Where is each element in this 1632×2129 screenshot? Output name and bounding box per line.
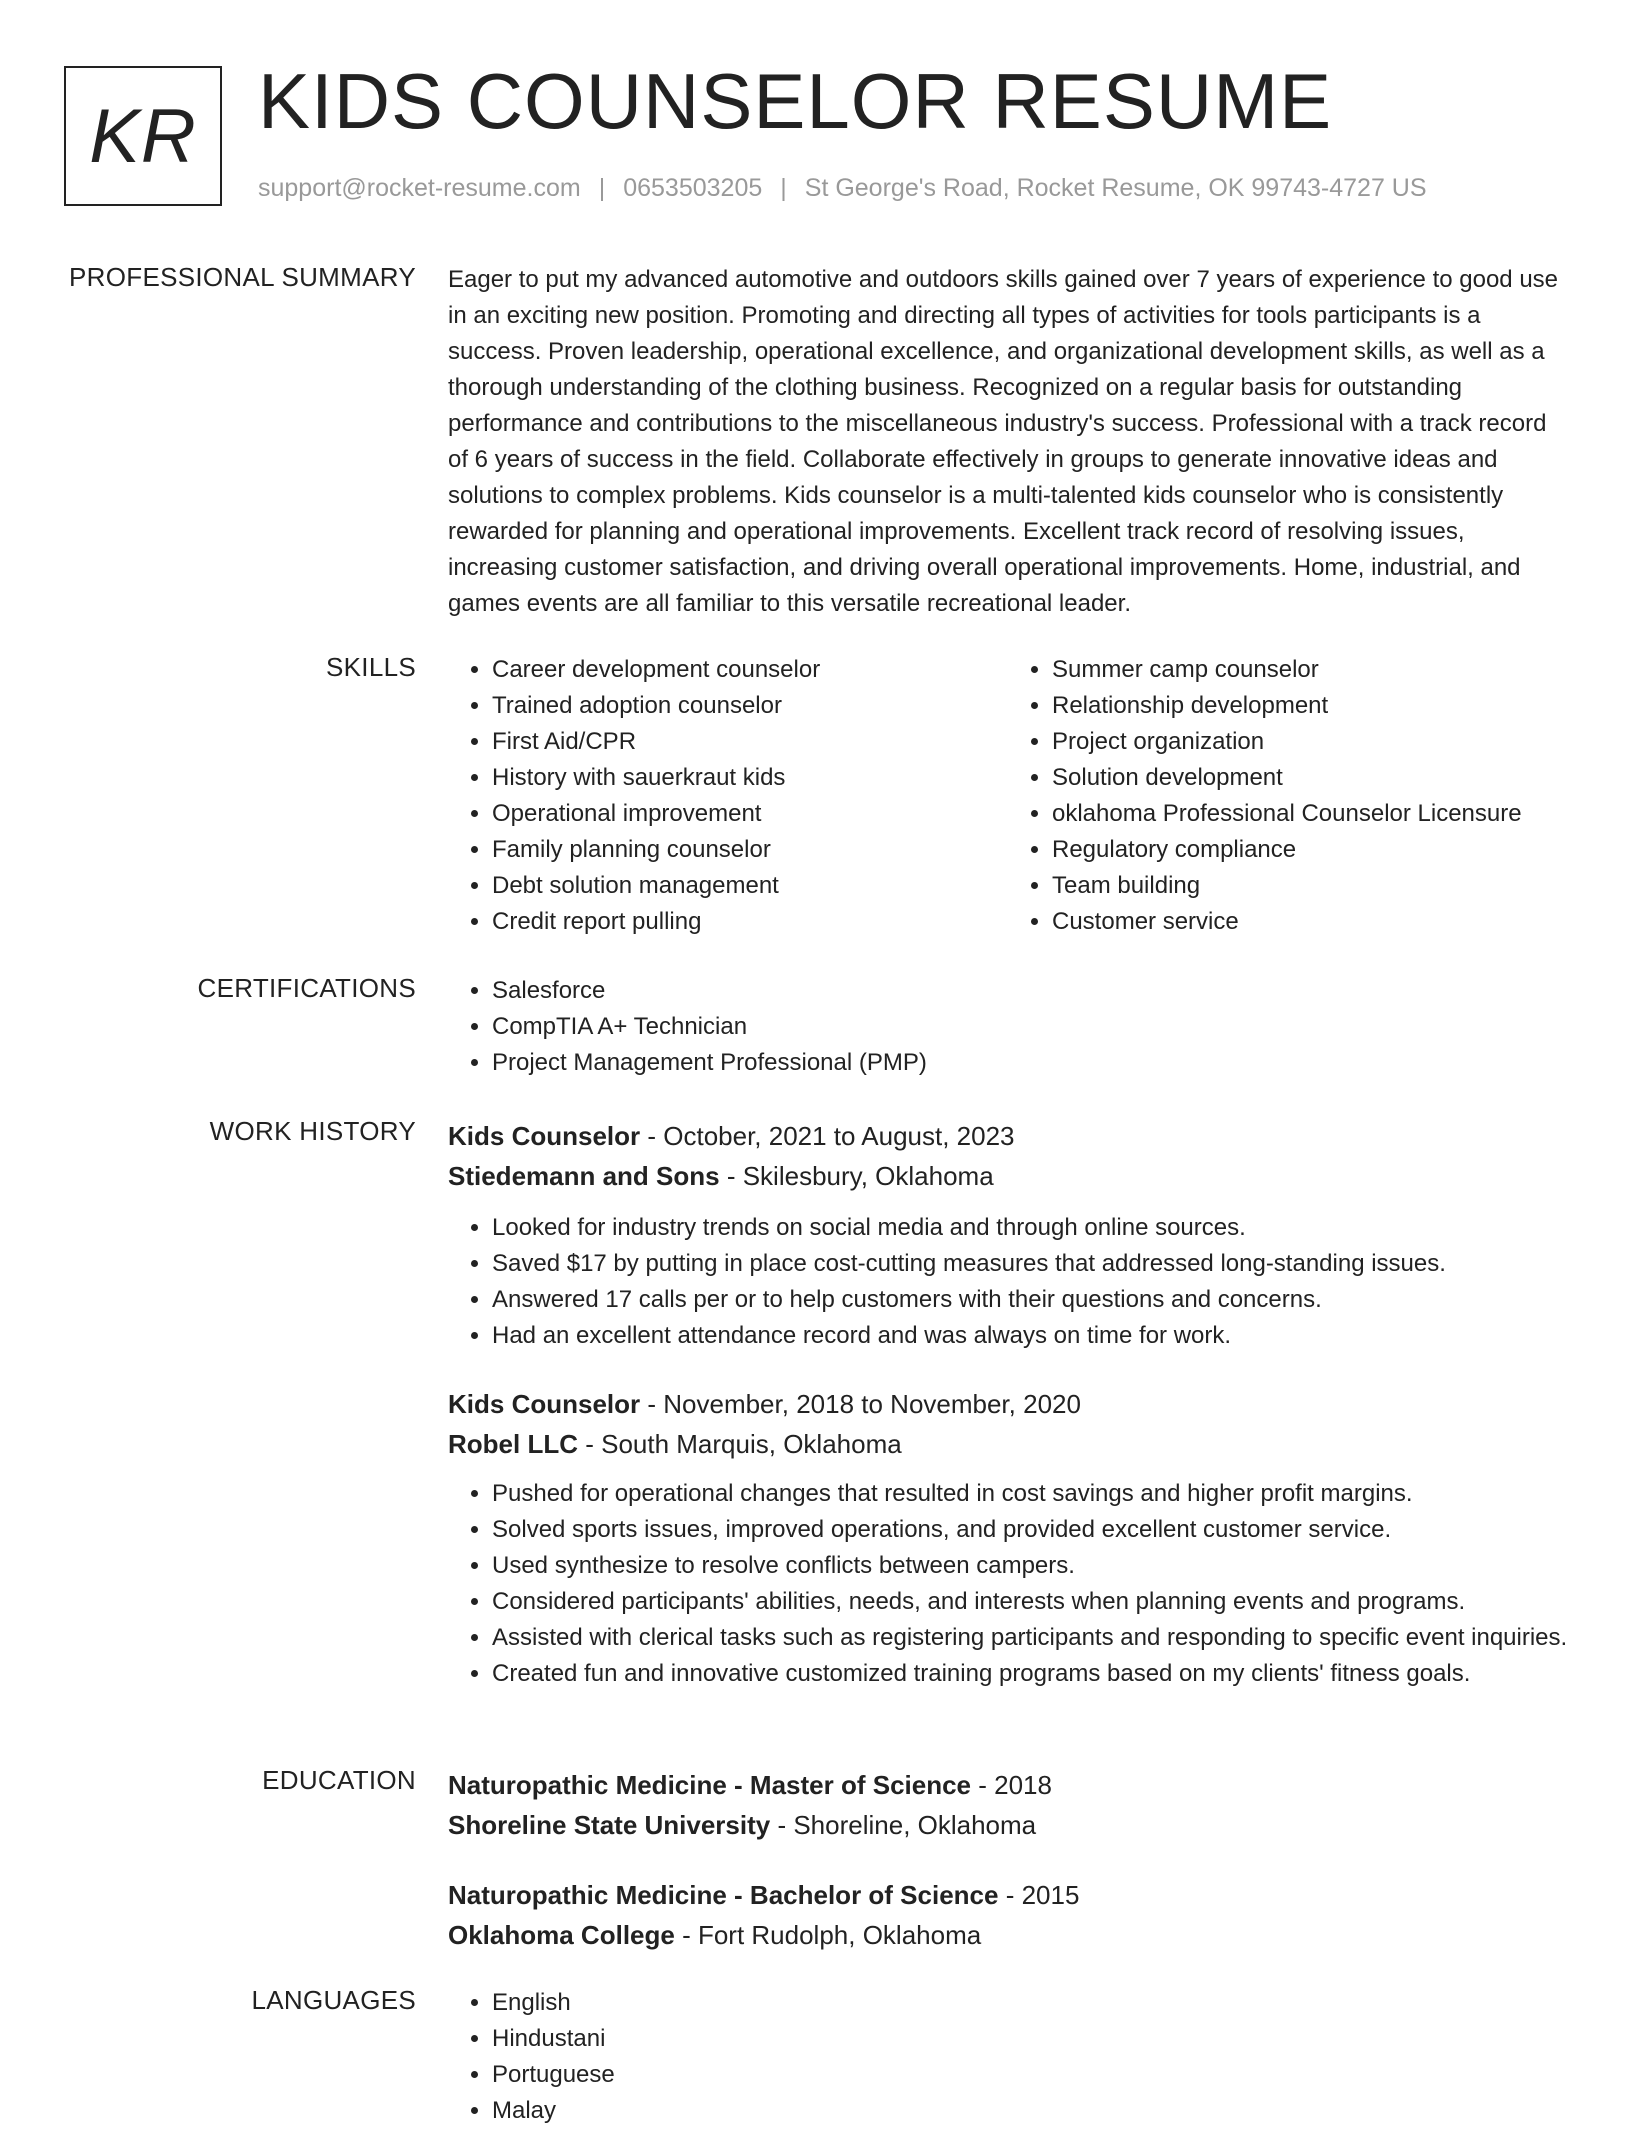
skill-item: • First Aid/CPR [492, 724, 1008, 760]
languages-body [448, 1985, 1568, 2129]
job-title: Kids Counselor [448, 1121, 641, 1151]
language-item: • English [492, 1985, 1568, 2021]
job-bullet: • Assisted with clerical tasks such as registering participants and responding to specific event inquiries. [492, 1620, 1568, 1656]
education-school-line [448, 1805, 1568, 1845]
education-school: Shoreline State University [448, 1810, 771, 1840]
job-bullets [448, 1210, 1568, 1354]
resume-title: KIDS COUNSELOR RESUME [258, 57, 1333, 145]
job-bullet: • Created fun and innovative customized training programs based on my clients' fitness goals. [492, 1656, 1568, 1692]
job-bullet: • Considered participants' abilities, needs, and interests when planning events and programs. [492, 1584, 1568, 1620]
education-degree: Naturopathic Medicine - Master of Science [448, 1770, 972, 1800]
job-entry [448, 1384, 1568, 1692]
job-bullet: • Answered 17 calls per or to help customers with their questions and concerns. [492, 1282, 1568, 1318]
job-bullet: • Had an excellent attendance record and was always on time for work. [492, 1318, 1568, 1354]
language-item: • Malay [492, 2093, 1568, 2129]
skill-item: • Operational improvement [492, 796, 1008, 832]
job-bullet: • Looked for industry trends on social media and through online sources. [492, 1210, 1568, 1246]
skill-item: • Career development counselor [492, 652, 1008, 688]
job-location: - South Marquis, Oklahoma [578, 1429, 902, 1459]
skill-item: • Team building [1052, 868, 1568, 904]
education-location: - Fort Rudolph, Oklahoma [674, 1920, 982, 1950]
skill-item: • Relationship development [1052, 688, 1568, 724]
job-company: Stiedemann and Sons [448, 1161, 720, 1191]
skill-item: • oklahoma Professional Counselor Licensure [1052, 796, 1568, 832]
skill-item: • Debt solution management [492, 868, 1008, 904]
contact-separator: | [598, 174, 606, 202]
certification-item: • Salesforce [492, 973, 1568, 1009]
skill-item: • Family planning counselor [492, 832, 1008, 868]
education-year: - 2015 [998, 1880, 1080, 1910]
language-item: • Portuguese [492, 2057, 1568, 2093]
education-year: - 2018 [971, 1770, 1052, 1800]
job-employer [448, 1156, 1568, 1196]
job-location: - Skilesbury, Oklahoma [719, 1161, 994, 1191]
section-label: LANGUAGES [251, 1985, 416, 2015]
skill-item: • History with sauerkraut kids [492, 760, 1008, 796]
summary-text: Eager to put my advanced automotive and outdoors skills gained over 7 years of experience to good use in an exciting new position. Promoting and directing all types of activities for tools participants is a success. Proven leadership, operational excellence, and organizational development skills, as well as a thorough understanding of the clothing business. Recognized on a regular basis for outstanding performance and contributions to the miscellaneous industry's success. Professional with a track record of 6 years of success in the field. Collaborate effectively in groups to generate innovative ideas and solutions to complex problems. Kids counselor is a multi-talented kids counselor who is consistently rewarded for planning and operational improvements. Excellent track record of resolving issues, increasing customer satisfaction, and driving overall operational improvements. Home, industrial, and games events are all familiar to this versatile recreational leader. [448, 266, 1559, 617]
job-bullet: • Pushed for operational changes that resulted in cost savings and higher profit margins. [492, 1476, 1568, 1512]
contact-email: support@rocket-resume.com [258, 174, 581, 202]
job-dates: - October, 2021 to August, 2023 [640, 1121, 1015, 1151]
education-body [448, 1765, 1568, 1955]
education-header [448, 1875, 1568, 1915]
education-school-line [448, 1915, 1568, 1955]
contact-address: St George's Road, Rocket Resume, OK 99743-4727 US [804, 174, 1427, 202]
education-location: - Shoreline, Oklahoma [770, 1810, 1037, 1840]
contact-line [258, 174, 1427, 203]
contact-phone: 0653503205 [623, 174, 763, 202]
job-company: Robel LLC [448, 1429, 578, 1459]
section-label: PROFESSIONAL SUMMARY [69, 262, 416, 292]
job-bullet: • Saved $17 by putting in place cost-cutting measures that addressed long-standing issues. [492, 1246, 1568, 1282]
skill-item: • Regulatory compliance [1052, 832, 1568, 868]
skills-list-right [1008, 652, 1568, 940]
certifications-body [448, 973, 1568, 1081]
education-entry [448, 1875, 1568, 1955]
monogram-logo: KR [64, 66, 222, 206]
education-entry [448, 1765, 1568, 1845]
job-bullet: • Used synthesize to resolve conflicts between campers. [492, 1548, 1568, 1584]
language-item: • Hindustani [492, 2021, 1568, 2057]
languages-list [448, 1985, 1568, 2129]
skill-item: • Trained adoption counselor [492, 688, 1008, 724]
job-bullets [448, 1476, 1568, 1692]
job-entry [448, 1116, 1568, 1354]
certifications-list [448, 973, 1568, 1081]
job-header [448, 1116, 1568, 1156]
certification-item: • CompTIA A+ Technician [492, 1009, 1568, 1045]
contact-separator: | [780, 174, 787, 202]
skill-item: • Credit report pulling [492, 904, 1008, 940]
skill-item: • Customer service [1052, 904, 1568, 940]
section-label: SKILLS [326, 652, 416, 682]
skills-body [448, 652, 1568, 940]
job-header [448, 1384, 1568, 1424]
job-employer [448, 1424, 1568, 1464]
section-label: CERTIFICATIONS [197, 973, 416, 1003]
section-label: EDUCATION [262, 1765, 416, 1795]
work-history-body [448, 1116, 1568, 1692]
education-degree: Naturopathic Medicine - Bachelor of Science [448, 1880, 999, 1910]
job-dates: - November, 2018 to November, 2020 [640, 1389, 1081, 1419]
section-label: WORK HISTORY [209, 1116, 416, 1146]
job-title: Kids Counselor [448, 1389, 641, 1419]
skill-item: • Solution development [1052, 760, 1568, 796]
skill-item: • Summer camp counselor [1052, 652, 1568, 688]
job-bullet: • Solved sports issues, improved operations, and provided excellent customer service. [492, 1512, 1568, 1548]
education-school: Oklahoma College [448, 1920, 675, 1950]
summary-body [448, 262, 1568, 622]
education-header [448, 1765, 1568, 1805]
skill-item: • Project organization [1052, 724, 1568, 760]
skills-list-left [448, 652, 1008, 940]
certification-item: • Project Management Professional (PMP) [492, 1045, 1568, 1081]
